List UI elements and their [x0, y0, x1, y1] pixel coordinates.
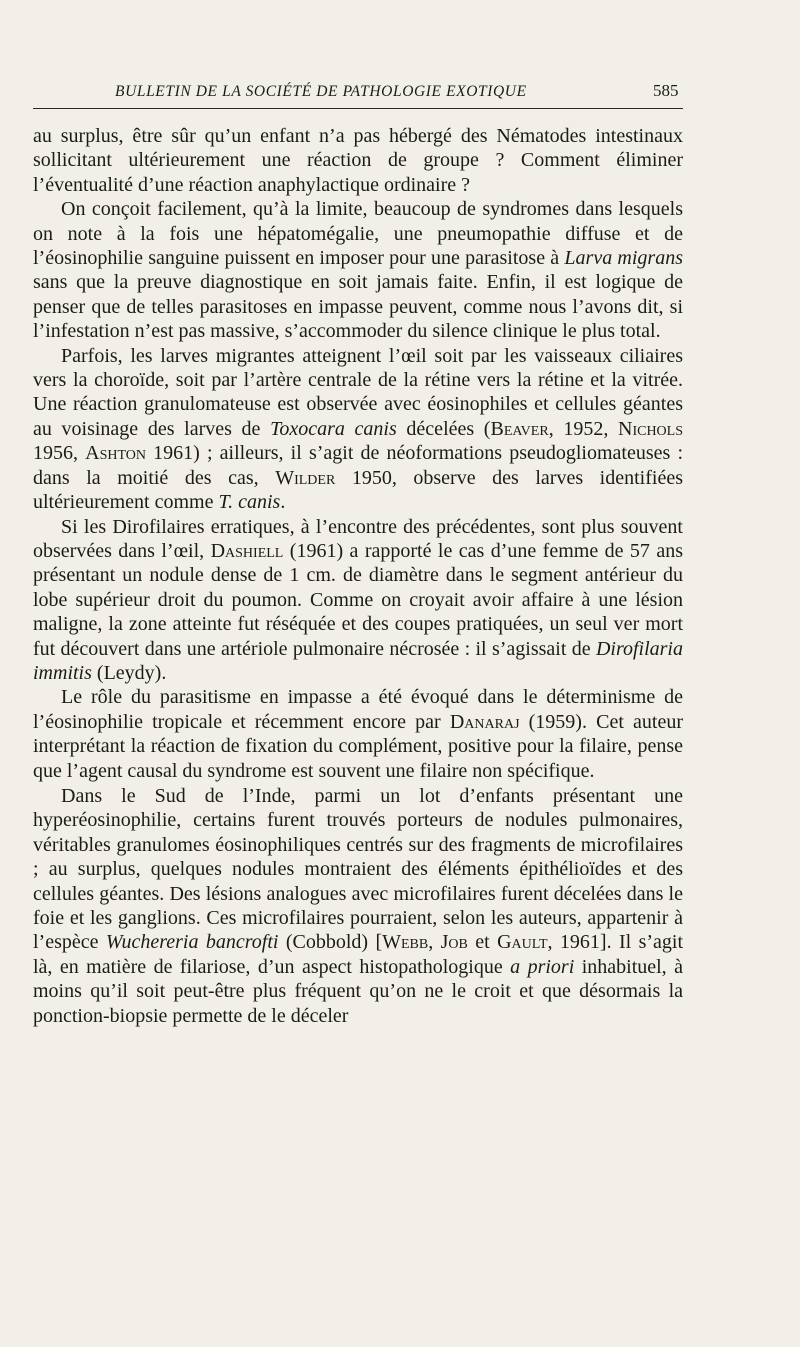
text-run: , 1961]. Il s’agit là, en matière de filariose, d’un aspect histopathologique: [33, 931, 684, 978]
text-run: et: [467, 931, 498, 954]
author-name: Wilder: [275, 466, 336, 489]
paragraph: [33, 784, 683, 1028]
text-run: inhabituel, à moins qu’il soit peut-être plus fréquent qu’on ne le croit et que désormais la ponction-biopsie permette de le déceler: [33, 955, 683, 1027]
text-run: .: [280, 491, 286, 514]
body-text: [33, 124, 683, 1028]
text-run: Dans le Sud de l’Inde, parmi un lot d’enfants présentant une hyperéosinophilie, certains furent trouvés porteurs de nodules pulmonaires, véritables granulomes éosinophiliques centrés sur des fragments de microfilaires ; au surplus, quelques nodules montraient des éléments épithélioïdes et des cellules géantes. Des lésions analogues avec microfilaires furent décelées dans le foie et les ganglions. Ces microfilaires pourraient, selon les auteurs, appartenir à l’espèce: [33, 784, 683, 954]
author-name: Webb: [382, 931, 429, 954]
text-run: (Leydy).: [91, 661, 167, 684]
text-run: (1961) a rapporté le cas d’une femme de 57 ans présentant un nodule dense de 1 cm. de diamètre dans le segment antérieur du lobe supérieur droit du poumon. Comme on croyait avoir affaire à une lésion maligne, la zone atteinte fut réséquée et des coupes pratiquées, un seul ver mort fut découvert dans une artériole pulmonaire nécrosée : il s’agissait de: [33, 539, 684, 660]
text-run: 1950, observe des larves identifiées ultérieurement comme: [33, 466, 683, 514]
text-run: sans que la preuve diagnostique en soit jamais faite. Enfin, il est logique de penser que de telles parasitoses en impasse peuvent, comme nous l’avons dit, si l’infestation n’est pas massive, s’accommoder du silence clinique le plus total.: [33, 271, 683, 343]
page-number: 585: [653, 81, 679, 100]
text-run: (1959). Cet auteur interprétant la réaction de fixation du complément, positive pour la filaire, pense que l’agent causal du syndrome est souvent une filaire non spécifique.: [33, 710, 683, 782]
author-name: Job: [440, 931, 468, 954]
paragraph: [33, 344, 683, 515]
text-run: On conçoit facilement, qu’à la limite, beaucoup de syndromes dans lesquels on note à la fois une hépatomégalie, une pneumopathie diffuse et de l’éosinophilie sanguine puissent en imposer pour une parasitose à: [33, 198, 683, 270]
author-name: Gault: [497, 931, 548, 954]
running-title: BULLETIN DE LA SOCIÉTÉ DE PATHOLOGIE EXOTIQUE: [115, 83, 527, 100]
italic-term: Toxocara canis: [270, 417, 397, 440]
text-run: 1956,: [33, 442, 86, 465]
text-run: , 1952,: [548, 417, 618, 440]
paragraph: [33, 197, 683, 343]
text-run: Parfois, les larves migrantes atteignent l’œil soit par les vaisseaux ciliaires vers la choroïde, soit par l’artère centrale de la rétine vers la rétine et la vitrée. Une réaction granulomateuse est observée avec éosinophiles et cellules géantes au voisinage des larves de: [33, 344, 683, 440]
author-name: Dashiell: [210, 539, 284, 562]
paragraph: [33, 515, 683, 686]
italic-term: a priori: [510, 955, 575, 978]
author-name: Danaraj: [449, 710, 520, 733]
text-run: Si les Dirofilaires erratiques, à l’encontre des précédentes, sont plus souvent observées dans l’œil,: [33, 515, 683, 562]
text-run: Le rôle du parasitisme en impasse a été évoqué dans le déterminisme de l’éosinophilie tropicale et récemment encore par: [33, 686, 683, 733]
author-name: Beaver: [490, 417, 549, 440]
italic-term: Dirofilaria immitis: [33, 637, 683, 684]
text-run: ,: [428, 931, 441, 954]
author-name: Nichols: [618, 417, 684, 440]
italic-term: T. canis: [218, 491, 281, 514]
running-header: [33, 80, 683, 110]
italic-term: Wuchereria bancrofti: [105, 931, 279, 954]
author-name: Ashton: [85, 442, 147, 465]
header-rule: [33, 108, 683, 109]
italic-term: Larva migrans: [564, 247, 684, 270]
paragraph: [33, 685, 683, 783]
text-run: décelées (: [396, 417, 491, 440]
text-run: 1961) ; ailleurs, il s’agit de néoformations pseudogliomateuses : dans la moitié des cas,: [33, 442, 683, 489]
text-run: au surplus, être sûr qu’un enfant n’a pas hébergé des Nématodes intestinaux sollicitant ultérieurement une réaction de groupe ? Comment éliminer l’éventualité d’une réaction anaphylactique ordinaire ?: [33, 125, 683, 196]
paragraph: [33, 124, 683, 197]
text-run: (Cobbold) [: [278, 931, 383, 954]
